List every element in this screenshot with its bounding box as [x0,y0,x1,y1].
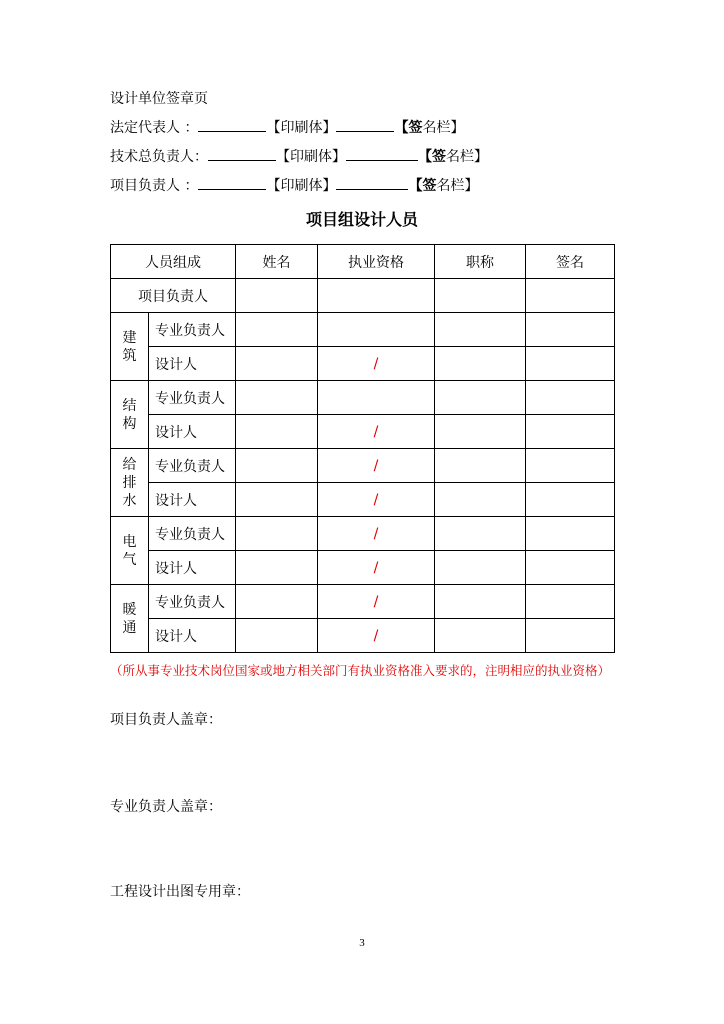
role-cell: 专业负责人 [149,449,236,483]
table-row [111,415,615,449]
discipline-cell [111,313,149,381]
name-cell[interactable] [236,517,318,551]
role-cell: 专业负责人 [149,517,236,551]
signature-cell[interactable] [526,585,615,619]
tech-lead-sign-blank[interactable] [346,146,418,161]
name-cell[interactable] [236,449,318,483]
header-cell-title: 职称 [435,245,526,279]
tech-lead-label: 技术总负责人： [110,149,208,165]
signature-cell[interactable] [526,313,615,347]
title-cell[interactable] [435,449,526,483]
project-lead-label: 项目负责人 ： [110,178,199,194]
title-cell[interactable] [435,585,526,619]
page-heading: 设计单位签章页 [110,91,208,107]
qualification-cell[interactable]: / [318,415,435,449]
design-seal-label: 工程设计出图专用章： [110,884,250,900]
qualification-cell[interactable] [318,381,435,415]
sign-label-bold: 【签 [394,120,423,136]
role-cell: 设计人 [149,483,236,517]
discipline-name: 建筑 [122,329,137,364]
title-cell[interactable] [435,415,526,449]
qualification-cell[interactable]: / [318,619,435,653]
table-row [111,313,615,347]
title-cell[interactable] [435,381,526,415]
qualification-note: （所从事专业技术岗位国家或地方相关部门有执业资格准入要求的，注明相应的执业资格） [110,663,611,678]
discipline-cell [111,585,149,653]
discipline-name: 结构 [122,397,137,432]
role-cell: 设计人 [149,619,236,653]
project-lead-row [110,175,478,196]
title-cell[interactable] [435,551,526,585]
section-title: 项目组设计人员 [305,210,418,229]
title-cell[interactable] [435,483,526,517]
qualification-cell[interactable]: / [318,449,435,483]
discipline-cell [111,517,149,585]
title-cell[interactable] [435,313,526,347]
title-cell[interactable] [435,619,526,653]
role-cell: 专业负责人 [149,585,236,619]
name-cell[interactable] [236,415,318,449]
role-cell: 专业负责人 [149,313,236,347]
qualification-cell[interactable] [318,279,435,313]
name-cell[interactable] [236,313,318,347]
signature-cell[interactable] [526,415,615,449]
signature-cell[interactable] [526,347,615,381]
tech-lead-print-blank[interactable] [208,146,276,161]
design-team-table [110,244,615,653]
role-cell: 设计人 [149,347,236,381]
discipline-name: 电气 [122,533,137,568]
name-cell[interactable] [236,585,318,619]
print-label: 【印刷体】 [266,178,337,194]
header-cell-signature: 签名 [526,245,615,279]
name-cell[interactable] [236,551,318,585]
header-cell-composition: 人员组成 [111,245,236,279]
sign-label: 名栏】 [436,178,479,194]
print-label: 【印刷体】 [276,149,346,165]
table-row [111,619,615,653]
role-cell: 专业负责人 [149,381,236,415]
qualification-cell[interactable]: / [318,347,435,381]
qualification-cell[interactable]: / [318,517,435,551]
project-lead-print-blank[interactable] [198,175,266,190]
legal-rep-label: 法定代表人 ： [110,120,199,136]
sign-label-bold: 【签 [418,149,446,165]
discipline-name: 给排水 [122,456,137,509]
project-lead-sign-blank[interactable] [336,175,408,190]
discipline-lead-seal-label: 专业负责人盖章： [110,799,222,815]
signature-cell[interactable] [526,551,615,585]
project-lead-cell: 项目负责人 [111,279,236,313]
signature-cell[interactable] [526,449,615,483]
discipline-cell [111,449,149,517]
legal-rep-sign-blank[interactable] [336,117,394,132]
title-cell[interactable] [435,347,526,381]
table-row [111,279,615,313]
table-row [111,347,615,381]
signature-cell[interactable] [526,279,615,313]
name-cell[interactable] [236,483,318,517]
header-cell-qualification: 执业资格 [318,245,435,279]
qualification-cell[interactable]: / [318,551,435,585]
discipline-cell [111,381,149,449]
page-number: 3 [359,937,365,949]
name-cell[interactable] [236,347,318,381]
legal-rep-print-blank[interactable] [198,117,266,132]
sign-label-bold: 【签 [408,178,437,194]
sign-label: 名栏】 [446,149,488,165]
sign-label: 名栏】 [422,120,465,136]
tech-lead-row [110,146,488,167]
print-label: 【印刷体】 [266,120,337,136]
header-cell-name: 姓名 [236,245,318,279]
table-header-row [111,245,615,279]
qualification-cell[interactable]: / [318,483,435,517]
name-cell[interactable] [236,619,318,653]
table-row [111,585,615,619]
signature-cell[interactable] [526,483,615,517]
table-row [111,551,615,585]
legal-rep-row [110,117,464,138]
table-row [111,381,615,415]
name-cell[interactable] [236,381,318,415]
table-row [111,449,615,483]
name-cell[interactable] [236,279,318,313]
qualification-cell[interactable]: / [318,585,435,619]
signature-cell[interactable] [526,517,615,551]
table-row [111,517,615,551]
project-lead-seal-label: 项目负责人盖章： [110,712,222,728]
table-row [111,483,615,517]
role-cell: 设计人 [149,415,236,449]
signature-cell[interactable] [526,619,615,653]
title-cell[interactable] [435,279,526,313]
title-cell[interactable] [435,517,526,551]
discipline-name: 暖通 [122,601,137,636]
role-cell: 设计人 [149,551,236,585]
signature-cell[interactable] [526,381,615,415]
qualification-cell[interactable] [318,313,435,347]
